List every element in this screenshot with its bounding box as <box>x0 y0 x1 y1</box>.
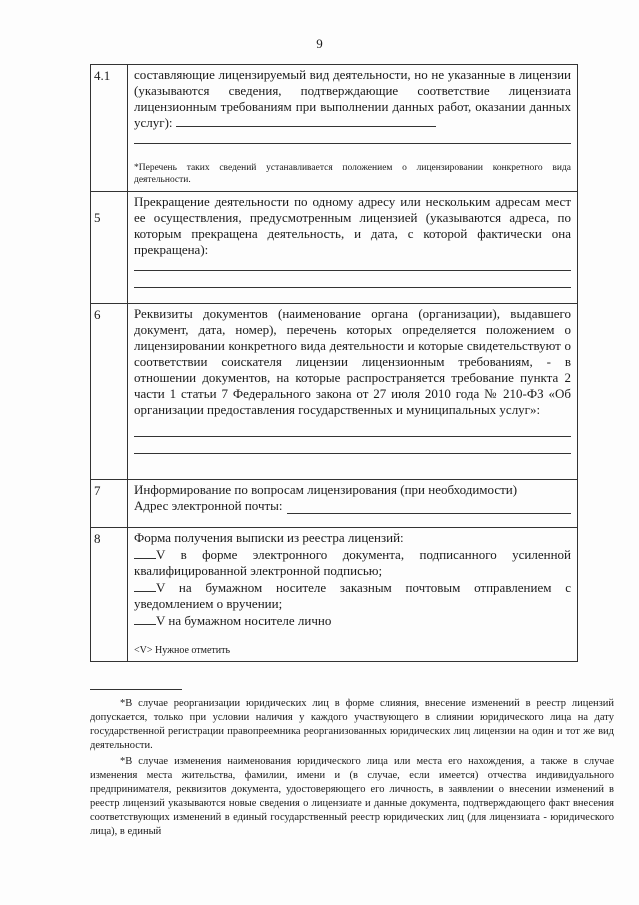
answer-line[interactable] <box>134 441 571 454</box>
checkbox-blank[interactable] <box>134 579 156 592</box>
option-mark: V <box>156 547 166 562</box>
option-label: на бумажном носителе лично <box>168 613 332 628</box>
checkbox-blank[interactable] <box>134 546 156 559</box>
option-electronic[interactable] <box>134 546 571 579</box>
answer-line[interactable] <box>134 424 571 437</box>
page-number: 9 <box>316 36 323 51</box>
footnote-separator <box>90 689 182 690</box>
row-text <box>134 67 571 131</box>
table-row <box>91 65 578 192</box>
row-text: Прекращение деятельности по одному адресу или нескольким адресам мест ее осуществления, предусмотренным лицензией (указываются адреса, по которым прекращена деятельность, и дата, с которой фактически она прекращена): <box>134 194 571 257</box>
option-label: в форме электронного документа, подписанного усиленной квалифицированной электронной подписью; <box>134 547 571 578</box>
email-field[interactable] <box>287 501 571 514</box>
footnote-name-change: *В случае изменения наименования юридического лица или места его нахождения, а также в случае изменения места жительства, фамилии, имени и (в случае, если имеется) отчества индивидуального предпринимателя, реквизитов документа, удостоверяющего его личность, в заявлении о внесении изменений в реестр лицензий указываются новые сведения о лицензиате и данные документа, подтверждающего факт внесения соответствующих изменений в единый государственный реестр юридических лиц (для лицензиата - юридического лица), в единый <box>90 756 614 837</box>
row-text-content: составляющие лицензируемый вид деятельности, но не указанные в лицензии (указываются сведения, подтверждающие соответствие лицензиата лицензионным требованиям при выполнении данных работ, оказании данных услуг): <box>134 67 571 130</box>
application-form-table <box>90 64 578 662</box>
answer-line[interactable] <box>134 258 571 271</box>
answer-line[interactable] <box>134 131 571 144</box>
table-row <box>91 304 578 480</box>
row-number <box>91 192 128 304</box>
row-number: 7 <box>91 480 128 528</box>
footnote-reorganization: *В случае реорганизации юридических лиц в форме слияния, внесение изменений в реестр лицензий допускается, только при условии наличия у каждого участвующего в слиянии юридического лица на дату государственной регистрации правопреемника реорганизованных юридических лиц лицензии на один и тот же вид деятельности. <box>90 698 614 751</box>
row-title: Информирование по вопросам лицензирования (при необходимости) <box>134 482 518 497</box>
row-text: Реквизиты документов (наименование органа (организации), выдавшего документ, дата, номер), перечень которых определяется положением о лицензировании конкретного вида деятельности и которые свидетельствуют о соответствии соискателя лицензии лицензионным требованиям, - в отношении документов, на которые распространяется требование пункта 2 части 1 статьи 7 Федерального закона от 27 июля 2010 года № 210-ФЗ «Об организации предоставления государственных и муниципальных услуг»: <box>134 306 571 417</box>
footnote-note: *Перечень таких сведений устанавливается положением о лицензировании конкретного вида деятельности. <box>134 163 571 185</box>
option-mark: V <box>156 580 166 595</box>
row-number-text: 5 <box>94 210 101 225</box>
option-in-person[interactable] <box>134 612 571 629</box>
answer-line[interactable] <box>134 275 571 288</box>
row-number: 6 <box>91 304 128 480</box>
checkbox-blank[interactable] <box>134 612 156 625</box>
option-mark: V <box>156 613 166 628</box>
table-row <box>91 528 578 662</box>
row-number: 4.1 <box>91 65 128 192</box>
row-number: 8 <box>91 528 128 662</box>
email-label: Адрес электронной почты: <box>134 498 283 513</box>
option-label: на бумажном носителе заказным почтовым отправлением с уведомлением о вручении; <box>134 580 571 611</box>
answer-field[interactable] <box>176 115 436 127</box>
option-registered-mail[interactable] <box>134 579 571 612</box>
mark-note: <V> Нужное отметить <box>134 645 231 656</box>
table-row <box>91 192 578 304</box>
footnotes <box>90 697 614 839</box>
table-row <box>91 480 578 528</box>
row-title: Форма получения выписки из реестра лицензий: <box>134 530 404 545</box>
